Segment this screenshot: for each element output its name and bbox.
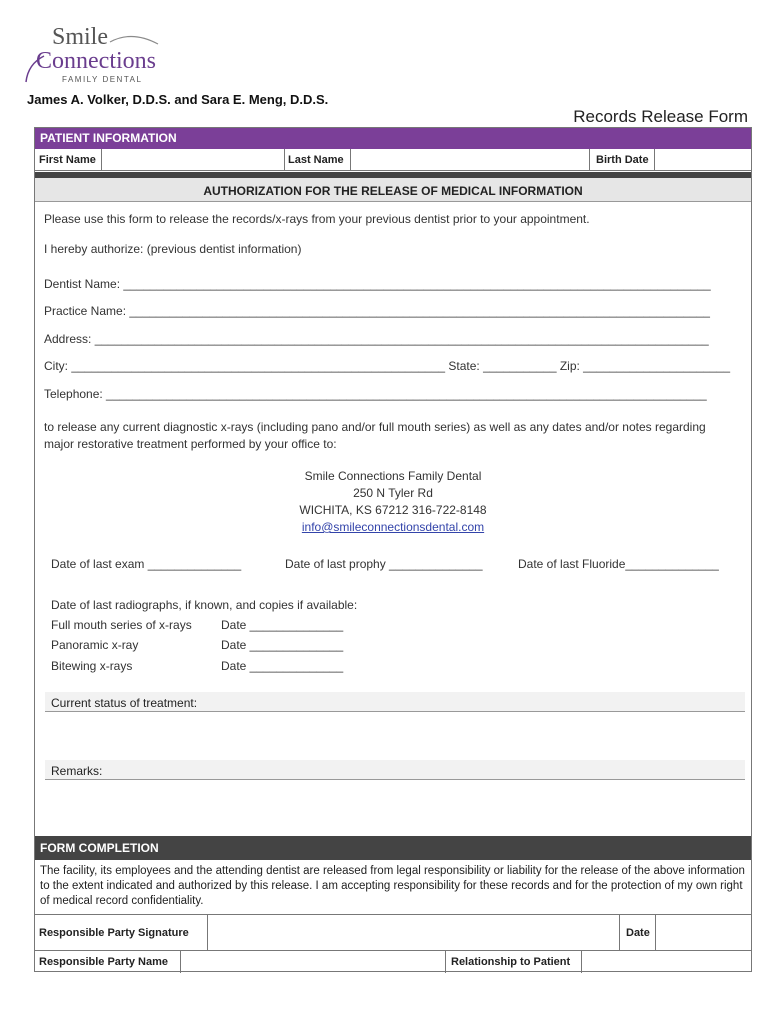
- logo-text-connections: Connections: [36, 48, 156, 74]
- logo-text-family-dental: FAMILY DENTAL: [62, 75, 143, 84]
- address-field[interactable]: Address: ____________________________________________________________________________________________: [44, 332, 709, 346]
- form-title: Records Release Form: [573, 107, 748, 126]
- telephone-field[interactable]: Telephone: __________________________________________________________________________________________: [44, 387, 707, 401]
- office-city-phone: WICHITA, KS 67212 316-722-8148: [299, 503, 487, 517]
- current-status-field[interactable]: Current status of treatment:: [45, 692, 745, 712]
- last-fluoride-field[interactable]: Date of last Fluoride______________: [518, 557, 719, 571]
- form-frame: [34, 127, 752, 972]
- signature-row: [35, 914, 751, 950]
- authorization-header: AUTHORIZATION FOR THE RELEASE OF MEDICAL INFORMATION: [35, 178, 751, 202]
- city-state-zip-field[interactable]: City: ________________________________________________________ State: ___________ Zip: ______________________: [44, 359, 730, 373]
- signature-date-field[interactable]: [656, 915, 751, 951]
- first-name-field[interactable]: [101, 149, 285, 170]
- first-name-label: First Name: [39, 154, 96, 166]
- last-name-label: Last Name: [288, 154, 344, 166]
- patient-info-header: PATIENT INFORMATION: [35, 128, 751, 149]
- practice-logo: [22, 24, 172, 86]
- office-email-wrap: [35, 520, 751, 534]
- divider: [445, 951, 446, 973]
- full-mouth-date-field[interactable]: Date ______________: [221, 618, 344, 632]
- patient-info-row: [35, 149, 751, 171]
- panoramic-label: Panoramic x-ray: [51, 638, 139, 652]
- relationship-label: Relationship to Patient: [451, 956, 571, 968]
- office-name: Smile Connections Family Dental: [304, 469, 482, 483]
- office-street: 250 N Tyler Rd: [353, 486, 433, 500]
- birth-date-field[interactable]: [654, 149, 751, 170]
- radiographs-heading: Date of last radiographs, if known, and copies if available:: [51, 598, 358, 612]
- name-label: Responsible Party Name: [39, 956, 168, 968]
- bitewing-date-field[interactable]: Date ______________: [221, 659, 344, 673]
- relationship-field[interactable]: [582, 951, 751, 973]
- divider: [619, 915, 620, 951]
- last-prophy-field[interactable]: Date of last prophy ______________: [285, 557, 483, 571]
- intro-text: Please use this form to release the records/x-rays from your previous dentist prior to your appointment.: [44, 212, 590, 226]
- signature-label: Responsible Party Signature: [39, 927, 189, 939]
- office-email-link[interactable]: info@smileconnectionsdental.com: [301, 520, 485, 534]
- bitewing-label: Bitewing x-rays: [51, 659, 133, 673]
- release-text-line2: major restorative treatment performed by your office to:: [44, 437, 337, 451]
- remarks-field[interactable]: Remarks:: [45, 760, 745, 780]
- practice-name-field[interactable]: Practice Name: _______________________________________________________________________________________: [44, 304, 710, 318]
- doctors-names: James A. Volker, D.D.S. and Sara E. Meng, D.D.S.: [27, 92, 329, 107]
- panoramic-date-field[interactable]: Date ______________: [221, 638, 344, 652]
- dentist-name-field[interactable]: Dentist Name: ________________________________________________________________________________________: [44, 277, 711, 291]
- signature-field[interactable]: [208, 915, 618, 951]
- full-mouth-label: Full mouth series of x-rays: [51, 618, 192, 632]
- logo-text-smile: Smile: [52, 24, 109, 50]
- date-label: Date: [626, 927, 650, 939]
- release-disclaimer: The facility, its employees and the attending dentist are released from legal responsibility or liability for the release of the above information to the extent indicated and authorized by this release. I am accepting responsibility for these records and for the protection of my own right of medical record confidentiality.: [40, 865, 745, 907]
- name-row: [35, 950, 751, 972]
- birth-date-label: Birth Date: [596, 154, 649, 166]
- release-text-line1: to release any current diagnostic x-rays (including pano and/or full mouth series) as well as any dates and/or notes regarding: [44, 420, 706, 434]
- authorize-text: I hereby authorize: (previous dentist information): [44, 242, 302, 256]
- name-field[interactable]: [181, 951, 445, 973]
- last-name-field[interactable]: [350, 149, 590, 170]
- last-exam-field[interactable]: Date of last exam ______________: [51, 557, 242, 571]
- form-completion-header: FORM COMPLETION: [35, 836, 751, 860]
